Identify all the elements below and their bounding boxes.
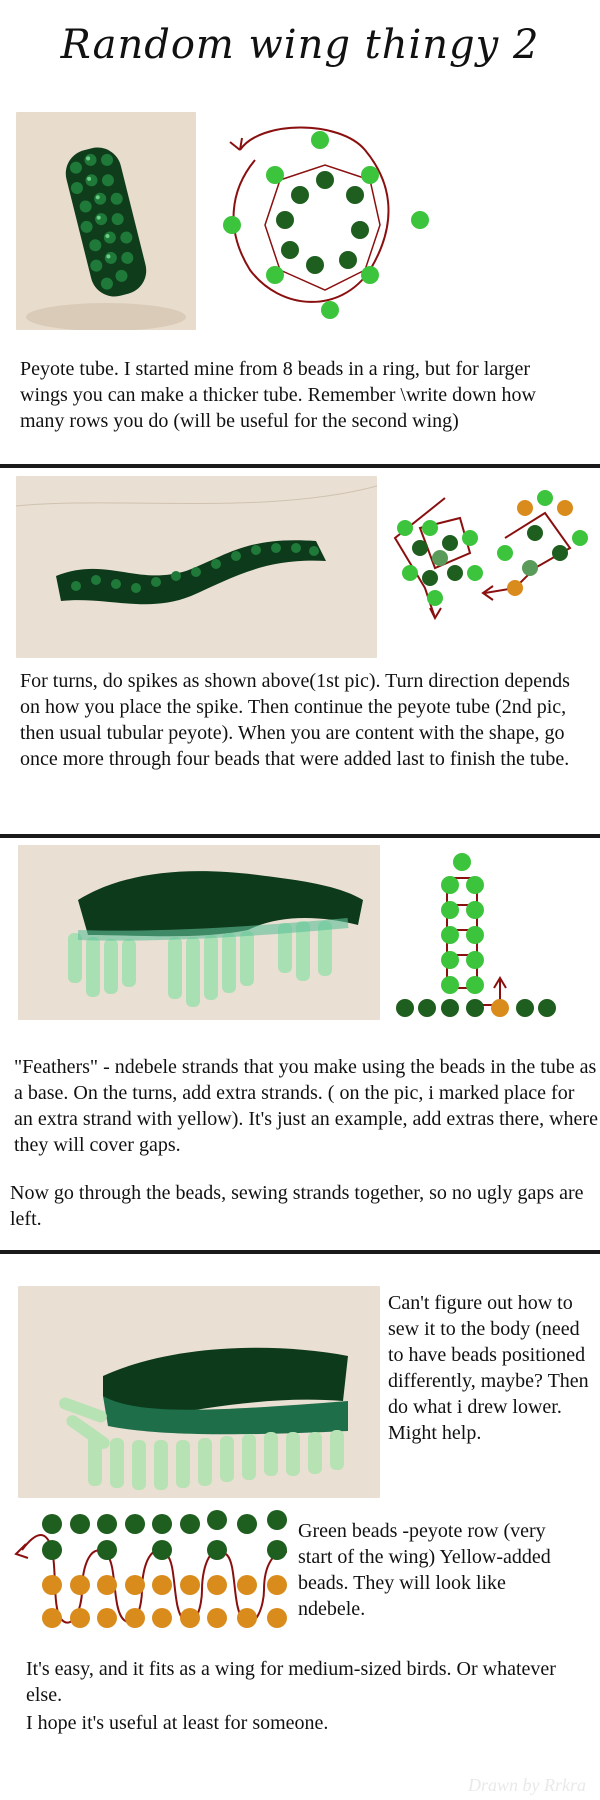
closing-text-2: I hope it's useful at least for someone. bbox=[26, 1712, 329, 1734]
section-divider bbox=[0, 834, 600, 838]
spike-turn-diagram bbox=[375, 478, 595, 628]
peyote-tube-photo bbox=[16, 112, 196, 330]
closing-text: It's easy, and it fits as a wing for medium-sized birds. Or whatever else. bbox=[26, 1658, 556, 1706]
section-3-text: "Feathers" - ndebele strands that you make using the beads in the tube as a base. On the turns, add extra strands. ( on the pic, i marked place for an extra strand with yellow). It's just an example, add extras there, where they will cover gaps. bbox=[14, 1056, 598, 1156]
feather-strands-photo bbox=[18, 845, 380, 1020]
section-divider bbox=[0, 1250, 600, 1254]
section-3-text-2: Now go through the beads, sewing strands together, so no ugly gaps are left. bbox=[10, 1182, 584, 1230]
curved-tube-photo bbox=[16, 476, 377, 658]
page-title: Random wing thingy 2 bbox=[60, 22, 540, 68]
ndebele-strand-diagram bbox=[395, 850, 565, 1020]
credit-signature: Drawn by Rrkra bbox=[468, 1775, 586, 1795]
bead-legend-text: Green beads -peyote row (very start of the wing) Yellow-added beads. They will look like ndebele. bbox=[298, 1520, 551, 1620]
tube-ring-diagram bbox=[220, 120, 430, 320]
section-2-text: For turns, do spikes as shown above(1st pic). Turn direction depends on how you place the spike. Then continue the peyote tube (2nd pic, then usual tubular peyote). When you are content with the shape, go once more through four beads that were added last to finish the tube. bbox=[20, 670, 570, 770]
section-1-text: Peyote tube. I started mine from 8 beads in a ring, but for larger wings you can make a thicker tube. Remember \write down how many rows you do (will be useful for the second wing) bbox=[20, 358, 536, 432]
section-4-text: Can't figure out how to sew it to the body (need to have beads positioned differently, maybe? Then do what i drew lower. Might help. bbox=[388, 1292, 589, 1444]
section-divider bbox=[0, 464, 600, 468]
bead-layout-diagram bbox=[12, 1510, 297, 1635]
finished-wing-photo bbox=[18, 1286, 380, 1498]
